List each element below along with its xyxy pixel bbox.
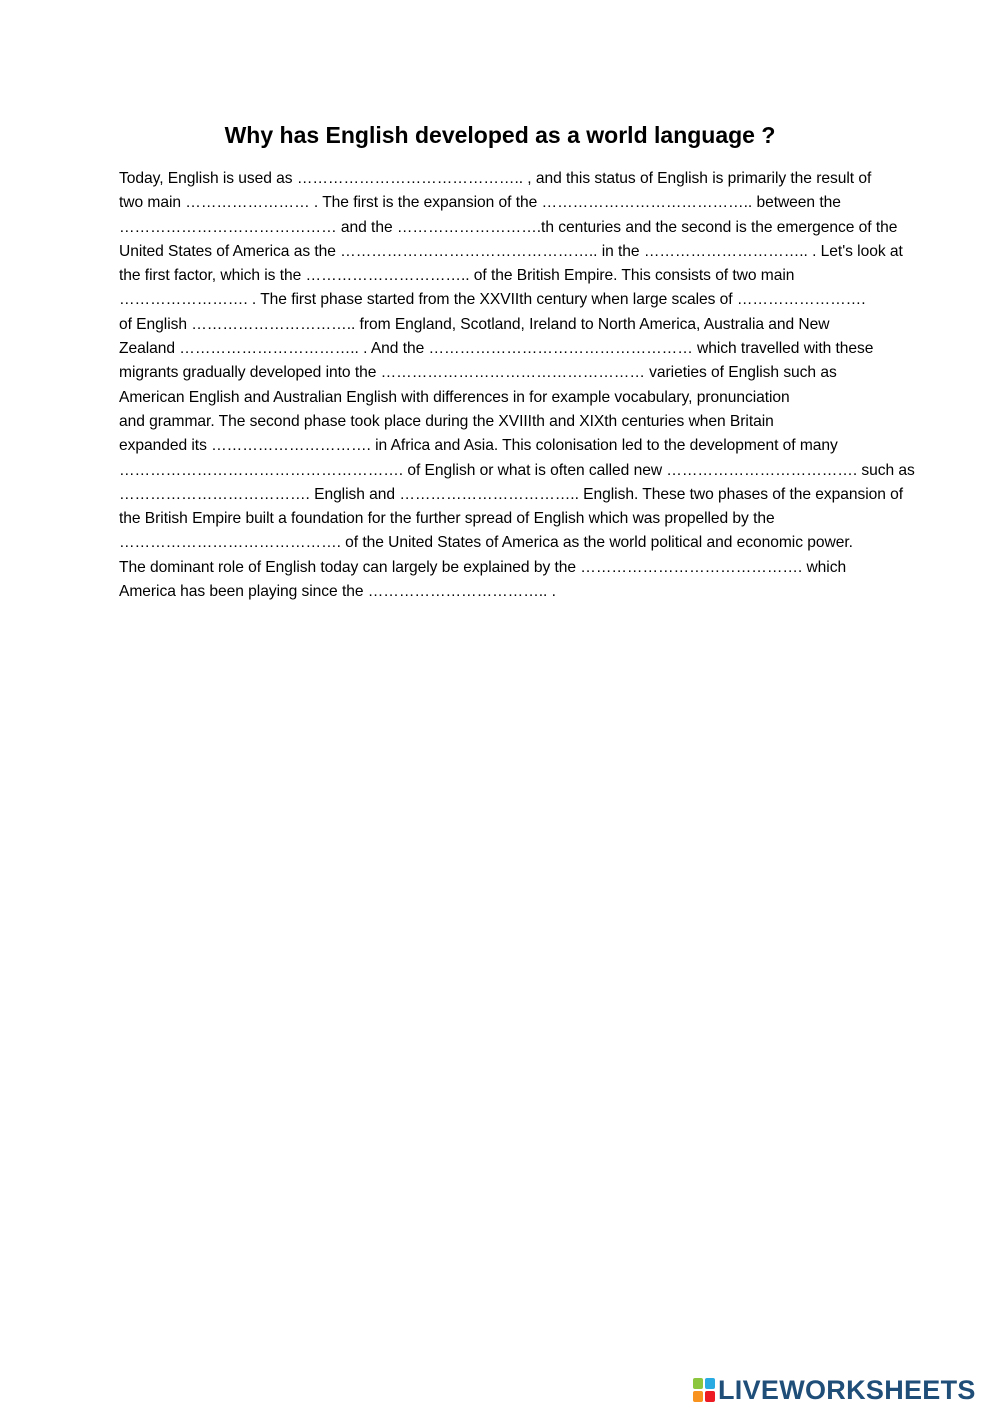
passage-line: United States of America as the ………………………………………….. in the ………………………….. . Let's look at bbox=[119, 242, 903, 260]
worksheet-title: Why has English developed as a world language ? bbox=[224, 122, 776, 148]
logo-square-orange bbox=[693, 1391, 703, 1402]
passage-line: and grammar. The second phase took place during the XVIIIth and XIXth centuries when Britain bbox=[119, 412, 774, 430]
passage-line: expanded its …………………………. in Africa and Asia. This colonisation led to the development of many bbox=[119, 437, 838, 455]
passage-line: of English ………………………….. from England, Scotland, Ireland to North America, Australia and New bbox=[119, 315, 830, 333]
passage-line: ……………………. . The first phase started from the XXVIIth century when large scales of ……………………. bbox=[119, 291, 866, 309]
passage-line: the first factor, which is the ………………………….. of the British Empire. This consists of two main bbox=[119, 267, 795, 285]
passage-line: …………………………………… and the ……………………….th centuries and the second is the emergence of the bbox=[119, 218, 898, 236]
logo-square-green bbox=[693, 1378, 703, 1389]
passage-line: ………………………………………………. of English or what is often called new ………………………………. such as bbox=[119, 461, 915, 479]
liveworksheets-logo-icon bbox=[693, 1378, 715, 1402]
logo-text: LIVEWORKSHEETS bbox=[718, 1375, 976, 1405]
passage-line: The dominant role of English today can largely be explained by the ……………………………………. which bbox=[119, 558, 847, 576]
passage-line: American English and Australian English with differences in for example vocabulary, pronunciation bbox=[119, 388, 790, 406]
passage-line: Zealand …………………………….. . And the …………………………………………… which travelled with these bbox=[119, 340, 874, 358]
logo-square-blue bbox=[705, 1378, 715, 1389]
passage-line: ……………………………………. of the United States of America as the world political and economic power. bbox=[119, 534, 853, 552]
liveworksheets-logo bbox=[693, 1374, 976, 1406]
passage-line: migrants gradually developed into the …………………………………………… varieties of English such as bbox=[119, 364, 837, 382]
fill-in-passage bbox=[119, 167, 915, 604]
logo-square-red bbox=[705, 1391, 715, 1402]
passage-line: two main …………………… . The first is the expansion of the ………………………………….. between the bbox=[119, 194, 841, 212]
passage-line: Today, English is used as …………………………………….. , and this status of English is primarily the result of bbox=[119, 170, 872, 187]
passage-line: the British Empire built a foundation for the further spread of English which was propelled by the bbox=[119, 510, 775, 528]
passage-line: ………………………………. English and …………………………….. English. These two phases of the expansion of bbox=[119, 485, 904, 503]
passage-line: America has been playing since the …………………………….. . bbox=[119, 583, 556, 601]
